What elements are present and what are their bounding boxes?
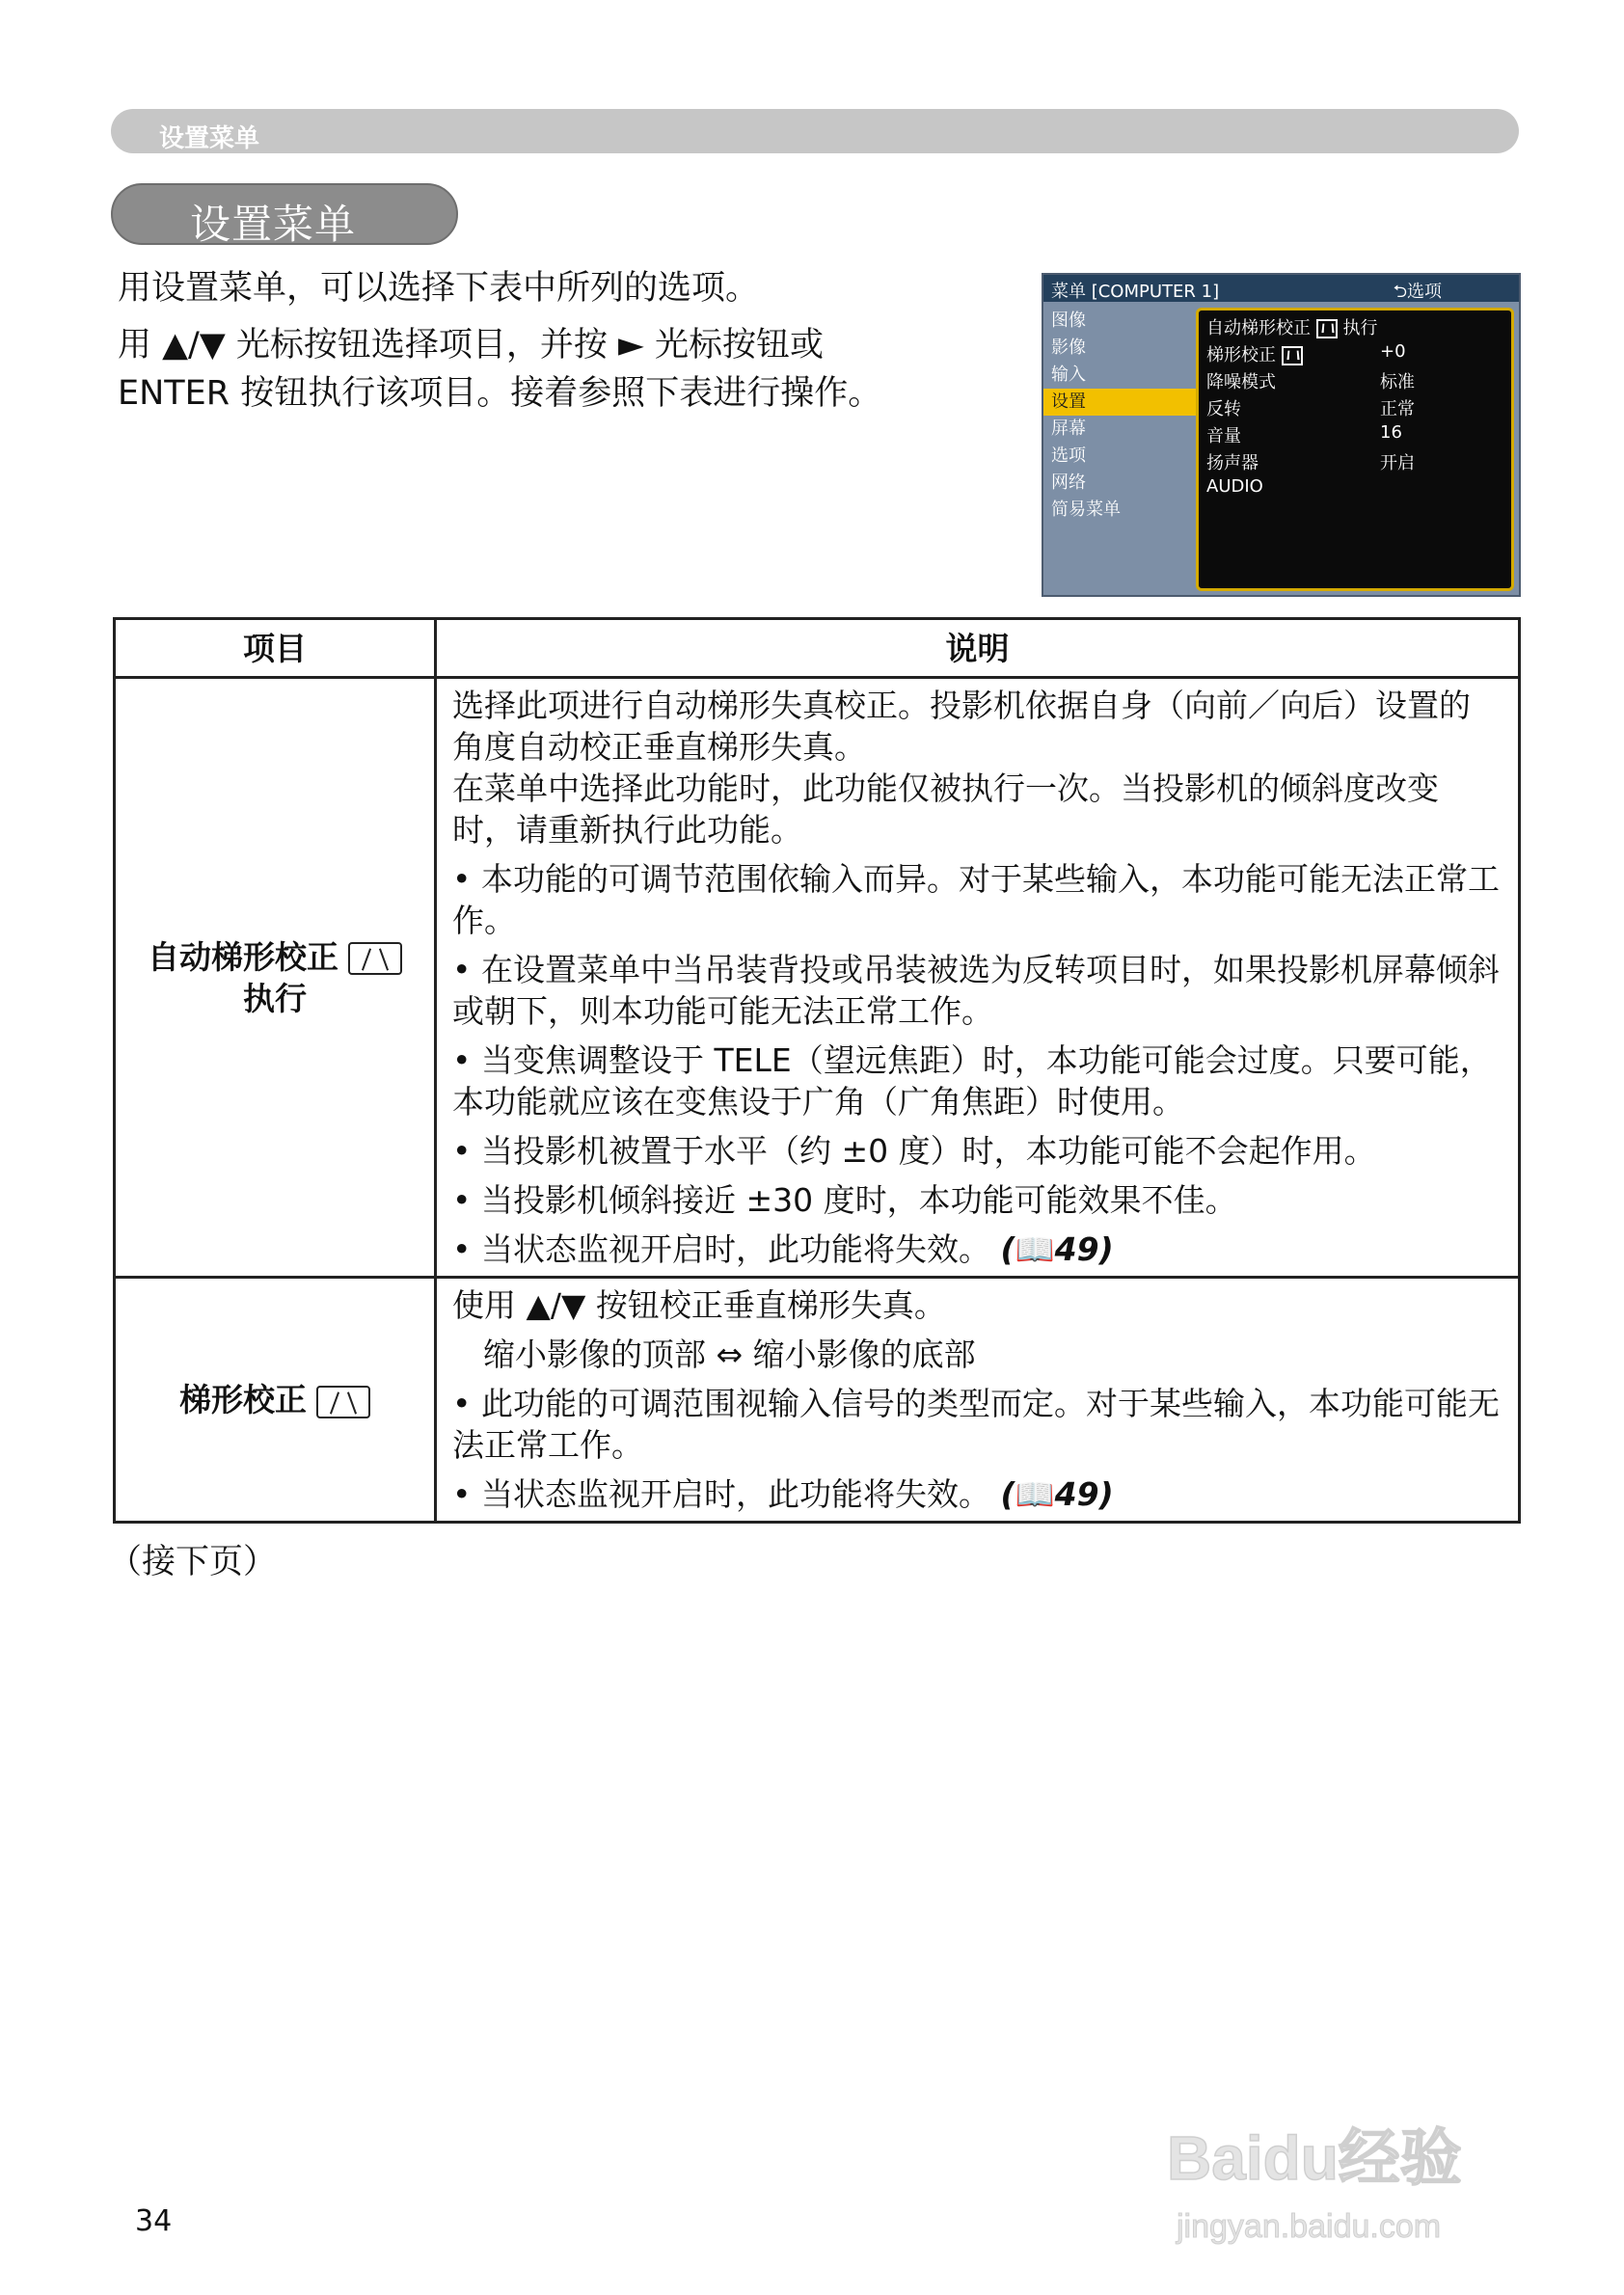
menu-item-picture: 影像 — [1051, 338, 1086, 358]
intro-line-3: ENTER 按钮执行该项目。接着参照下表进行操作。 — [118, 374, 882, 413]
keystone-icon — [316, 1386, 370, 1418]
book-icon: 📖 — [1015, 1230, 1055, 1268]
menu-title-bar — [1043, 275, 1519, 302]
table-cell-item-auto-keystone — [115, 678, 436, 1278]
menu-value-mirror: 正常 — [1380, 399, 1415, 419]
table-row — [115, 678, 1520, 1278]
book-icon: 📖 — [1015, 1475, 1055, 1513]
desc-bullet: • 当投影机被置于水平（约 ±0 度）时，本功能可能不会起作用。 — [452, 1132, 1376, 1170]
menu-value-volume: 16 — [1380, 422, 1402, 443]
menu-item-network: 网络 — [1051, 472, 1086, 493]
menu-row-noise-mode: 降噪模式 — [1206, 372, 1276, 392]
section-title: 设置菜单 — [190, 201, 357, 248]
page-number: 34 — [135, 2204, 173, 2238]
menu-row-audio: AUDIO — [1206, 476, 1263, 497]
menu-item-image: 图像 — [1051, 310, 1086, 331]
table-cell-item-keystone — [115, 1278, 436, 1523]
menu-item-easy-menu: 简易菜单 — [1051, 500, 1121, 520]
desc-bullet: • 当变焦调整设于 TELE（望远焦距）时，本功能可能会过度。只要可能，本功能就应该在变焦设于广角（广角焦距）时使用。 — [452, 1041, 1492, 1120]
watermark-brand: Baidu经验 — [1167, 2123, 1462, 2193]
desc-paragraph: 使用 ▲/▼ 按钮校正垂直梯形失真。 — [452, 1286, 946, 1324]
menu-right-panel — [1196, 308, 1514, 591]
menu-item-input: 输入 — [1051, 364, 1086, 385]
desc-paragraph-indented: 缩小影像的顶部 ⇔ 缩小影像的底部 — [483, 1336, 976, 1373]
baidu-watermark — [1157, 2102, 1562, 2256]
item-keystone-label: 梯形校正 — [179, 1381, 307, 1418]
intro-line-2: 用 ▲/▼ 光标按钮选择项目，并按 ► 光标按钮或 — [118, 326, 825, 364]
menu-value-keystone: +0 — [1380, 341, 1406, 362]
menu-value-speaker: 开启 — [1380, 453, 1415, 473]
table-header-description: 说明 — [436, 619, 1520, 678]
table-cell-desc-keystone — [436, 1278, 1520, 1523]
header-title: 设置菜单 — [159, 124, 260, 153]
menu-row-volume: 音量 — [1206, 426, 1241, 446]
keystone-icon — [348, 942, 402, 975]
desc-bullet-with-ref: • 当状态监视开启时，此功能将失效。 (📖49) — [452, 1230, 1114, 1268]
intro-line-1: 用设置菜单，可以选择下表中所列的选项。 — [118, 269, 760, 308]
watermark-url: jingyan.baidu.com — [1177, 2208, 1442, 2245]
continued-note: （接下页） — [108, 1543, 278, 1581]
desc-bullet-with-ref: • 当状态监视开启时，此功能将失效。 (📖49) — [452, 1475, 1114, 1513]
menu-screenshot — [1042, 273, 1521, 597]
table-header-item: 项目 — [115, 619, 436, 678]
menu-item-option: 选项 — [1051, 446, 1086, 466]
menu-row-speaker: 扬声器 — [1206, 453, 1259, 473]
menu-option-label: ⮌选项 — [1393, 282, 1442, 302]
header-bar — [111, 109, 1519, 153]
keystone-icon — [1316, 319, 1338, 338]
desc-bullet: • 本功能的可调节范围依输入而异。对于某些输入，本功能可能无法正常工作。 — [452, 860, 1500, 939]
menu-value-noise-mode: 标准 — [1380, 372, 1415, 392]
table-row — [115, 1278, 1520, 1523]
settings-table — [113, 617, 1521, 1524]
desc-bullet: • 当投影机倾斜接近 ±30 度时，本功能可能效果不佳。 — [452, 1181, 1237, 1219]
menu-row-auto-keystone: 自动梯形校正 执行 — [1206, 318, 1378, 338]
page-reference[interactable]: (📖49) — [1000, 1475, 1114, 1513]
section-title-pill — [111, 183, 458, 248]
keystone-icon — [1282, 346, 1303, 365]
menu-title: 菜单 [COMPUTER 1] — [1051, 282, 1220, 302]
table-cell-desc-auto-keystone — [436, 678, 1520, 1278]
desc-bullet: • 此功能的可调范围视输入信号的类型而定。对于某些输入，本功能可能无法正常工作。 — [452, 1385, 1500, 1464]
desc-bullet: • 在设置菜单中当吊装背投或吊装被选为反转项目时，如果投影机屏幕倾斜或朝下，则本功能可能无法正常工作。 — [452, 951, 1500, 1030]
item-auto-keystone-execute: 执行 — [243, 979, 307, 1017]
page-reference[interactable]: (📖49) — [1000, 1230, 1114, 1268]
table-header-row — [115, 619, 1520, 678]
menu-row-mirror: 反转 — [1206, 399, 1241, 419]
desc-paragraph: 选择此项进行自动梯形失真校正。投影机依据自身（向前／向后）设置的角度自动校正垂直梯形失真。 在菜单中选择此功能时，此功能仅被执行一次。当投影机的倾斜度改变时，请重新执行此功能。 — [452, 687, 1471, 849]
menu-row-keystone: 梯形校正 — [1206, 341, 1303, 366]
menu-item-setup-selected: 设置 — [1043, 389, 1196, 416]
menu-item-screen: 屏幕 — [1051, 418, 1086, 439]
item-auto-keystone-label: 自动梯形校正 — [148, 937, 338, 976]
